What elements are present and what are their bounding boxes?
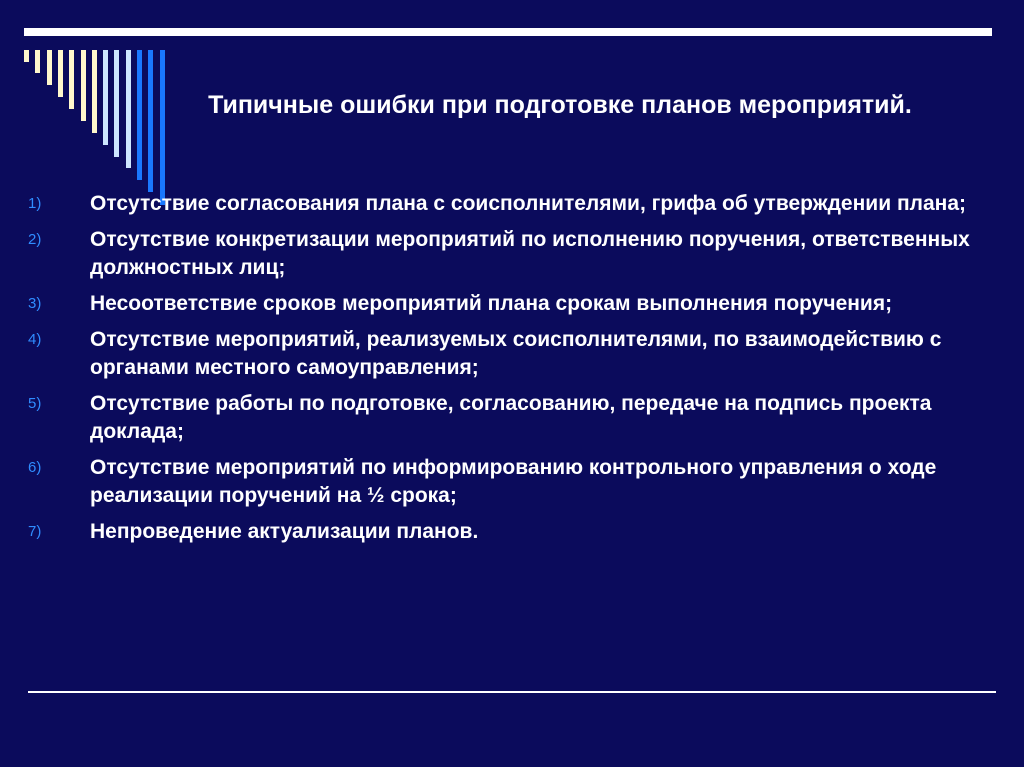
- item-text: Несоответствие сроков мероприятий плана срокам выполнения поручения;: [90, 292, 893, 315]
- item-number: 4): [28, 331, 42, 348]
- decorative-bar: [126, 50, 131, 168]
- list-item: [28, 518, 988, 546]
- list-item: [28, 326, 988, 382]
- list-item: [28, 390, 988, 446]
- item-number: 3): [28, 295, 42, 312]
- decorative-bar: [69, 50, 74, 109]
- top-rule: [24, 28, 992, 36]
- item-text: Отсутствие конкретизации мероприятий по исполнению поручения, ответственных должностных лиц;: [90, 228, 970, 279]
- decorative-bar: [92, 50, 97, 133]
- item-number: 5): [28, 395, 42, 412]
- decorative-bar: [47, 50, 52, 85]
- list-item: [28, 454, 988, 510]
- bottom-rule: [28, 691, 996, 693]
- item-text: Отсутствие мероприятий по информированию контрольного управления о ходе реализации поручений на ½ срока;: [90, 456, 937, 507]
- list-item: [28, 226, 988, 282]
- item-text: Отсутствие работы по подготовке, согласованию, передаче на подпись проекта доклада;: [90, 392, 932, 443]
- decorative-bar: [58, 50, 63, 97]
- decorative-bar: [35, 50, 40, 73]
- decorative-bar: [160, 50, 165, 205]
- item-number: 6): [28, 459, 42, 476]
- decorative-bar: [81, 50, 86, 121]
- decorative-bar: [137, 50, 142, 180]
- item-number: 2): [28, 231, 42, 248]
- slide-title: Типичные ошибки при подготовке планов мероприятий.: [208, 91, 912, 119]
- item-number: 1): [28, 195, 42, 212]
- list-item: [28, 290, 988, 318]
- decorative-bar: [24, 50, 29, 62]
- decorative-bar: [114, 50, 119, 157]
- list-item: [28, 190, 988, 218]
- decorative-bar: [103, 50, 108, 145]
- error-list: [28, 190, 988, 554]
- decorative-bar: [148, 50, 153, 192]
- item-number: 7): [28, 523, 42, 540]
- item-text: Отсутствие мероприятий, реализуемых соисполнителями, по взаимодействию с органами местного самоуправления;: [90, 328, 942, 379]
- item-text: Непроведение актуализации планов.: [90, 520, 479, 543]
- item-text: Отсутствие согласования плана с соисполнителями, грифа об утверждении плана;: [90, 192, 967, 215]
